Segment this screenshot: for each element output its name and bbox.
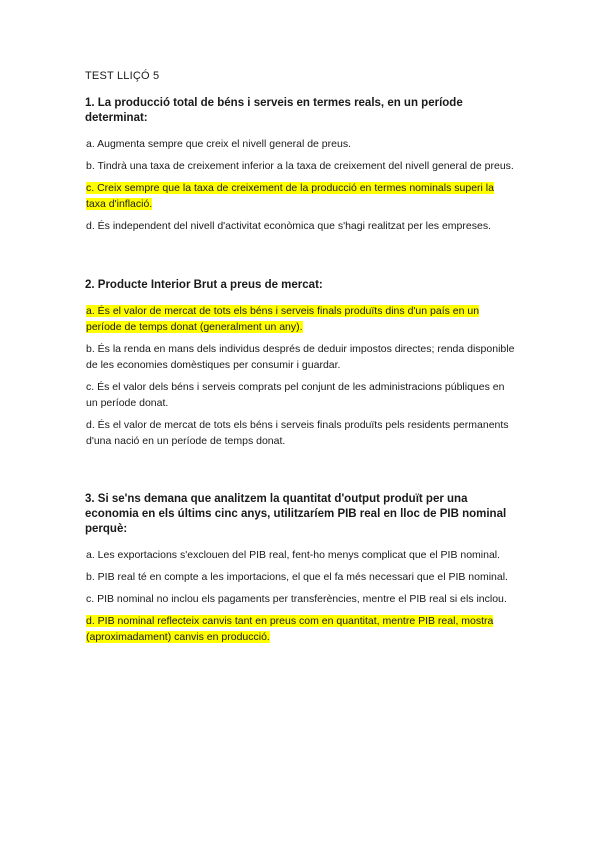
option-a: a. Augmenta sempre que creix el nivell general de preus. [86,138,351,150]
question-1 [85,96,517,240]
highlighted-text: a. És el valor de mercat de tots els béns i serveis finals produïts dins d'un país en un període de temps donat (generalment un any). [86,305,480,333]
option-a: a. Les exportacions s'exclouen del PIB real, fent-ho menys complicat que el PIB nominal. [86,549,501,561]
option-b: b. Tindrà una taxa de creixement inferior a la taxa de creixement del nivell general de preus. [86,160,514,172]
question-3 [85,492,517,651]
option-d: d. És el valor de mercat de tots els béns i serveis finals produïts pels residents permanents d'una nació en un període de temps donat. [86,419,509,447]
question-title: 2. Producte Interior Brut a preus de mercat: [85,279,323,291]
option-d: d. És independent del nivell d'activitat econòmica que s'hagi realitzat per les empreses. [86,220,491,232]
option-c [85,180,517,212]
option-b: b. És la renda en mans dels individus després de deduir impostos directes; renda disponible de les economies domèstiques per consumir i guardar. [86,343,515,371]
question-title: 1. La producció total de béns i serveis en termes reals, en un període determinat: [85,97,463,124]
option-a [85,303,517,335]
question-2 [85,278,517,455]
option-d [85,613,517,645]
option-c: c. És el valor dels béns i serveis comprats pel conjunt de les administracions públiques en un període donat. [86,381,505,409]
question-title: 3. Si se'ns demana que analitzem la quantitat d'output produït per una economia en els últims cinc anys, utilitzaríem PIB real en lloc de PIB nominal perquè: [85,493,507,535]
document-title: TEST LLIÇÓ 5 [85,70,160,82]
option-b: b. PIB real té en compte a les importacions, el que el fa més necessari que el PIB nominal. [86,571,508,583]
highlighted-text: c. Creix sempre que la taxa de creixement de la producció en termes nominals superi la taxa d'inflació. [86,182,494,210]
highlighted-text: d. PIB nominal reflecteix canvis tant en preus com en quantitat, mentre PIB real, mostra (aproximadament) canvis en producció. [86,615,494,643]
option-c: c. PIB nominal no inclou els pagaments per transferències, mentre el PIB real si els inclou. [86,593,507,605]
